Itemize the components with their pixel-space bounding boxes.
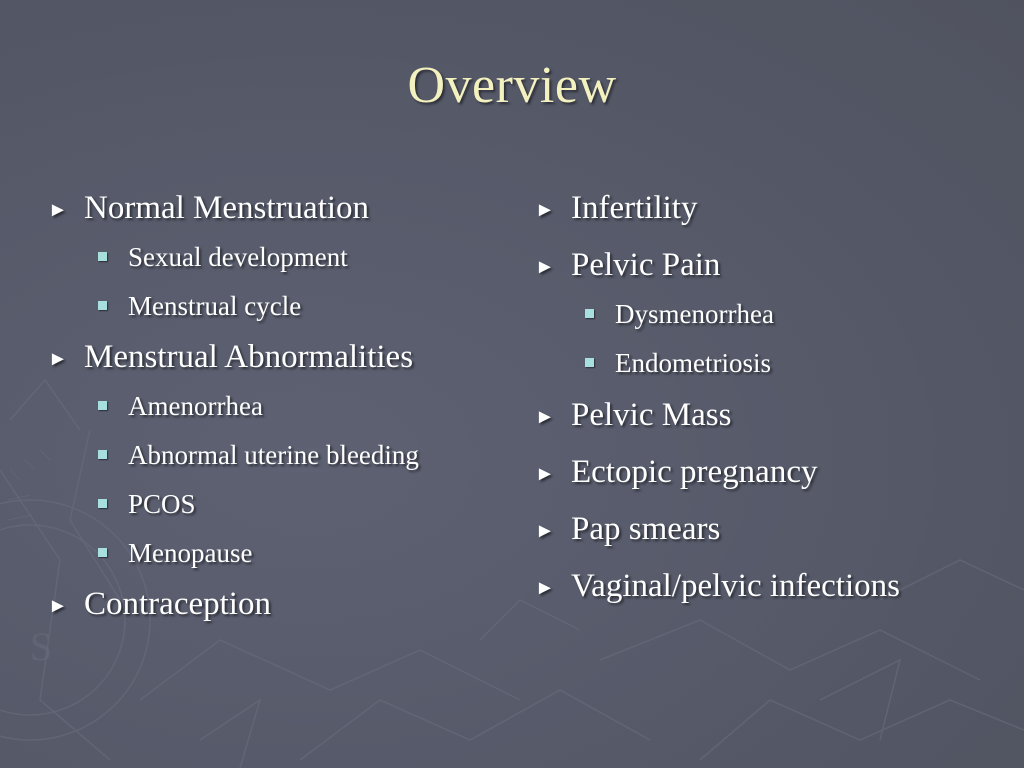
item-label: Pap smears xyxy=(571,511,721,547)
sub-item-label: Endometriosis xyxy=(615,348,771,378)
sub-list-item xyxy=(46,536,506,570)
sub-item-label: Abnormal uterine bleeding xyxy=(128,440,419,470)
sub-item-label: Amenorrhea xyxy=(128,391,263,421)
item-label: Menstrual Abnormalities xyxy=(84,339,414,375)
sub-list-item xyxy=(533,297,1003,331)
item-label: Normal Menstruation xyxy=(84,190,370,226)
sub-list-item xyxy=(533,346,1003,380)
sub-item-label: Menstrual cycle xyxy=(128,291,302,321)
square-bullet-icon xyxy=(98,450,107,459)
sub-item-label: PCOS xyxy=(128,489,196,519)
arrow-bullet-icon: ► xyxy=(535,199,555,221)
square-bullet-icon xyxy=(98,301,107,310)
arrow-bullet-icon: ► xyxy=(48,199,68,221)
list-item xyxy=(533,509,1003,549)
list-item xyxy=(533,452,1003,492)
arrow-bullet-icon: ► xyxy=(48,348,68,370)
square-bullet-icon xyxy=(98,401,107,410)
sub-list-item xyxy=(46,487,506,521)
arrow-bullet-icon: ► xyxy=(535,520,555,542)
arrow-bullet-icon: ► xyxy=(535,577,555,599)
list-item xyxy=(533,188,1003,228)
item-label: Infertility xyxy=(571,190,698,226)
square-bullet-icon xyxy=(98,548,107,557)
square-bullet-icon xyxy=(585,358,594,367)
list-item xyxy=(46,188,506,228)
arrow-bullet-icon: ► xyxy=(48,595,68,617)
sub-list-item xyxy=(46,438,506,472)
square-bullet-icon xyxy=(98,499,107,508)
sub-item-label: Sexual development xyxy=(128,242,348,272)
square-bullet-icon xyxy=(585,309,594,318)
item-label: Ectopic pregnancy xyxy=(571,454,818,490)
list-item xyxy=(533,245,1003,285)
sub-item-label: Menopause xyxy=(128,538,253,568)
list-item xyxy=(46,584,506,624)
list-item xyxy=(46,337,506,377)
item-label: Contraception xyxy=(84,586,271,622)
item-label: Vaginal/pelvic infections xyxy=(571,568,900,604)
item-label: Pelvic Pain xyxy=(571,247,721,283)
sub-list-item xyxy=(46,289,506,323)
list-item xyxy=(533,566,1003,606)
arrow-bullet-icon: ► xyxy=(535,406,555,428)
right-column xyxy=(533,188,1003,606)
sub-list-item xyxy=(46,240,506,274)
sub-list-item xyxy=(46,389,506,423)
sub-item-label: Dysmenorrhea xyxy=(615,299,774,329)
item-label: Pelvic Mass xyxy=(571,397,732,433)
svg-text:S: S xyxy=(30,624,53,669)
slide-title: Overview xyxy=(407,57,617,114)
square-bullet-icon xyxy=(98,252,107,261)
list-item xyxy=(533,395,1003,435)
arrow-bullet-icon: ► xyxy=(535,463,555,485)
arrow-bullet-icon: ► xyxy=(535,256,555,278)
left-column xyxy=(46,188,506,624)
